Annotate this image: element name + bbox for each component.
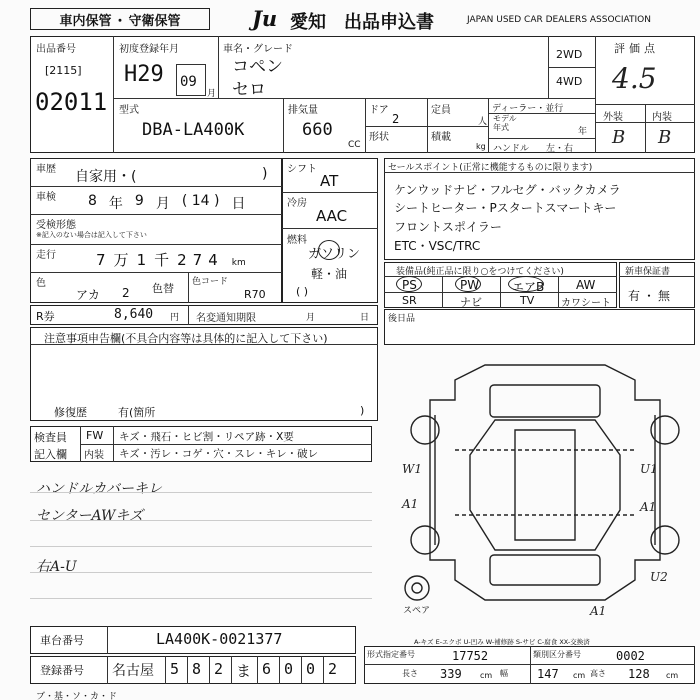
note-handle-cover: ハンドルカバーキレ — [36, 481, 162, 497]
drive-2wd: 2WD — [556, 48, 583, 61]
mark-u1-right: U1 — [640, 462, 658, 476]
exterior-label: 外装 — [603, 112, 623, 123]
fuel-other: ( ) — [296, 285, 309, 298]
color-label: 色 — [36, 278, 46, 289]
mileage-value — [96, 249, 246, 270]
mileage-1k: 1 — [136, 251, 147, 269]
brand-name: 愛知 — [290, 12, 326, 33]
inspection-label: 車検 — [36, 192, 56, 203]
damage-legend: A-キズ E-エクボ U-凹み W-補修跡 S-サビ C-腐食 XX-交換済 — [414, 638, 590, 646]
lot-bracket: [2115] — [45, 64, 82, 77]
after-items-label: 後日品 — [388, 314, 416, 324]
repair-history-close: ) — [360, 404, 365, 417]
color-seq: 2 — [122, 286, 130, 300]
fuel-diesel: 軽・油 — [311, 267, 348, 281]
inspection-year-unit: 年 — [108, 196, 123, 212]
equip-ps-circle — [396, 276, 422, 292]
indoor-storage: 車内保管 — [59, 13, 112, 29]
plate-kana: ま — [236, 662, 252, 680]
spec-class-label: 類別区分番号 — [533, 650, 581, 659]
mileage-1k-unit: 千 — [154, 251, 170, 269]
inspection-day: ( 14 ) — [181, 193, 220, 209]
inspection-month-unit: 月 — [155, 196, 170, 212]
note-right-au: 右A-U — [36, 559, 77, 575]
load-label: 積載 — [431, 132, 451, 143]
interior-grade: B — [658, 127, 672, 148]
name-change-month: 月 — [306, 313, 316, 323]
after-items — [384, 309, 695, 345]
mark-w1-left: W1 — [402, 462, 422, 476]
model-year-label-1: モデル — [493, 114, 517, 123]
doors-value: 2 — [392, 112, 400, 126]
color-code-label: 色コード — [192, 277, 229, 287]
storage-options — [30, 8, 210, 30]
history-value: 自家用・( — [75, 169, 137, 185]
capacity-label: 定員 — [431, 105, 451, 116]
equip-pw-circle — [455, 276, 481, 292]
inspection-month: 9 — [134, 193, 144, 209]
ac-value: AAC — [316, 207, 348, 225]
displacement-unit: CC — [348, 140, 361, 150]
inspector-label-2: 記入欄 — [34, 448, 67, 461]
first-reg-era: H29 — [124, 62, 164, 87]
plate-area: 名古屋 — [112, 663, 154, 679]
color-value: アカ — [76, 288, 100, 302]
fuel-label: 燃料 — [287, 235, 307, 246]
spec-width-unit: cm — [573, 671, 586, 680]
mark-a1-bottom: A1 — [590, 604, 607, 618]
interior-label: 内装 — [652, 112, 672, 123]
notes-label: 注意事項申告欄(不具合内容等は具体的に記入して下さい) — [44, 332, 328, 345]
car-name-label: 車名・グレード — [223, 44, 293, 55]
drive-4wd: 4WD — [556, 75, 583, 88]
plate-num-3: 0 — [306, 660, 316, 678]
mileage-10k: 7 — [96, 251, 106, 269]
color-change: 色替 — [152, 282, 174, 295]
history-close: ) — [262, 166, 268, 182]
plate-class-1: 5 — [170, 660, 180, 678]
shift-label: シフト — [287, 164, 317, 175]
first-reg-month: 09 — [180, 74, 197, 90]
dealer-label: ディーラー・並行 — [492, 104, 564, 114]
recycle-label: R券 — [36, 310, 55, 323]
spec-height-label: 高さ — [590, 669, 606, 678]
spec-type-value: 17752 — [452, 649, 489, 663]
mileage-10k-unit: 万 — [113, 251, 129, 269]
equip-navi: ナビ — [460, 296, 482, 309]
inspector-interior: 内装 — [84, 450, 104, 461]
equip-leather: カワシート — [561, 298, 611, 309]
equip-sr: SR — [402, 294, 417, 307]
warranty-label: 新車保証書 — [625, 267, 671, 277]
handle-label: ハンドル — [493, 144, 530, 154]
spec-height-value: 128 — [628, 667, 650, 681]
warranty-value: 有・無 — [628, 289, 674, 303]
inspection-type-note: ※記入のない場合は記入して下さい — [36, 231, 147, 239]
recycle-unit: 円 — [170, 313, 180, 323]
inspector-fw-text: キズ・飛石・ヒビ割・リペア跡・X要 — [119, 431, 294, 443]
equip-airbag: エアB — [512, 280, 545, 294]
displacement-value: 660 — [302, 120, 333, 140]
sales-line-1: ケンウッドナビ・フルセグ・バックカメラ — [394, 183, 621, 197]
equip-pw: PW — [460, 278, 480, 292]
plate-label: 登録番号 — [40, 664, 84, 677]
inspection-year: 8 — [88, 193, 97, 209]
plate-num-2: 0 — [284, 660, 294, 678]
inspection-day-unit: 日 — [231, 196, 246, 212]
model-code: DBA-LA400K — [142, 120, 245, 140]
plate-num-1: 6 — [262, 660, 272, 678]
equip-ps: PS — [402, 278, 417, 292]
lot-label: 出品番号 — [36, 44, 76, 55]
car-grade: セロ — [232, 80, 266, 100]
association-logo: Ju — [252, 6, 278, 31]
mark-u2-right: U2 — [650, 570, 668, 584]
name-change-day: 日 — [360, 313, 370, 323]
shape-label: 形状 — [369, 132, 389, 143]
spare-label: スペア — [403, 606, 431, 616]
equipment-label: 装備品(純正品に限り○をつけてください) — [396, 267, 564, 277]
spec-length-unit: cm — [480, 671, 493, 680]
model-year-label — [493, 114, 517, 132]
equip-tv: TV — [520, 294, 535, 307]
plate-num-4: 2 — [328, 660, 338, 678]
lot-number: 02011 — [35, 88, 108, 116]
sales-line-2: シートヒーター・Pスタートスマートキー — [394, 201, 617, 215]
note-center-aw: センターAWキズ — [36, 508, 144, 524]
sales-line-3: フロントスポイラー — [394, 220, 502, 234]
separator: ・ — [113, 13, 127, 29]
sales-line-4: ETC・VSC/TRC — [394, 239, 481, 253]
mark-a1-right: A1 — [640, 500, 657, 514]
inspector-label-1: 検査員 — [34, 431, 67, 444]
inspector-fw: FW — [86, 429, 104, 442]
equip-airbag-circle — [508, 276, 544, 292]
plate-class-2: 8 — [192, 660, 202, 678]
inspection-type-label: 受検形態 — [36, 220, 76, 231]
mark-a1-left: A1 — [402, 497, 419, 511]
model-label: 型式 — [119, 105, 139, 116]
first-reg-month-unit: 月 — [207, 89, 217, 99]
repair-history-value: 有(箇所 — [118, 406, 156, 419]
fuel-selected-circle — [318, 240, 340, 260]
recycle-value: 8,640 — [114, 307, 154, 322]
name-change-label: 名変通知期限 — [196, 313, 256, 324]
spec-width-label: 幅 — [500, 669, 508, 678]
chassis-number: LA400K-0021377 — [156, 630, 283, 648]
history-label: 車歴 — [36, 164, 56, 175]
rating-score: 4.5 — [612, 62, 657, 95]
ac-label: 冷房 — [287, 198, 307, 209]
guarded-storage: 守衛保管 — [128, 13, 181, 29]
spec-length-value: 339 — [440, 667, 462, 681]
chassis-label: 車台番号 — [40, 634, 84, 647]
handle-value: 左・右 — [546, 144, 574, 154]
displacement-label: 排気量 — [288, 105, 318, 116]
association-name: JAPAN USED CAR DEALERS ASSOCIATION — [467, 15, 651, 25]
fuel-gasoline: ガソリン — [308, 247, 361, 262]
spec-length-label: 長さ — [402, 669, 418, 678]
shift-value: AT — [320, 172, 339, 190]
form-title: 出品申込書 — [344, 12, 434, 33]
mileage-unit: km — [231, 258, 246, 268]
inspection-date — [88, 193, 245, 213]
mileage-rest: 274 — [177, 251, 224, 269]
inspector-interior-text: キズ・汚レ・コゲ・穴・スレ・キレ・破レ — [119, 448, 319, 460]
car-name: コペン — [232, 57, 283, 77]
spec-width-value: 147 — [537, 667, 559, 681]
model-year-label-2: 年式 — [493, 123, 509, 132]
rating-label: 評価点 — [614, 42, 659, 55]
first-reg-label: 初度登録年月 — [119, 44, 179, 55]
mileage-label: 走行 — [36, 250, 56, 261]
repair-history-label: 修復歴 — [54, 406, 87, 419]
exterior-grade: B — [612, 127, 626, 148]
model-year-unit: 年 — [578, 127, 588, 137]
spec-type-label: 形式指定番号 — [367, 650, 415, 659]
spec-height-unit: cm — [666, 671, 679, 680]
capacity-unit: 人 — [478, 117, 488, 127]
footer-strip: ブ・基・ソ・カ・ド — [36, 692, 118, 700]
load-unit: kg — [476, 142, 486, 151]
sales-label: セールスポイント(正常に機能するものに限ります) — [388, 163, 593, 173]
equip-aw: AW — [576, 278, 596, 292]
doors-label: ドア — [369, 105, 389, 116]
spec-class-value: 0002 — [616, 649, 645, 663]
plate-class-3: 2 — [214, 660, 224, 678]
color-code: R70 — [244, 288, 266, 301]
